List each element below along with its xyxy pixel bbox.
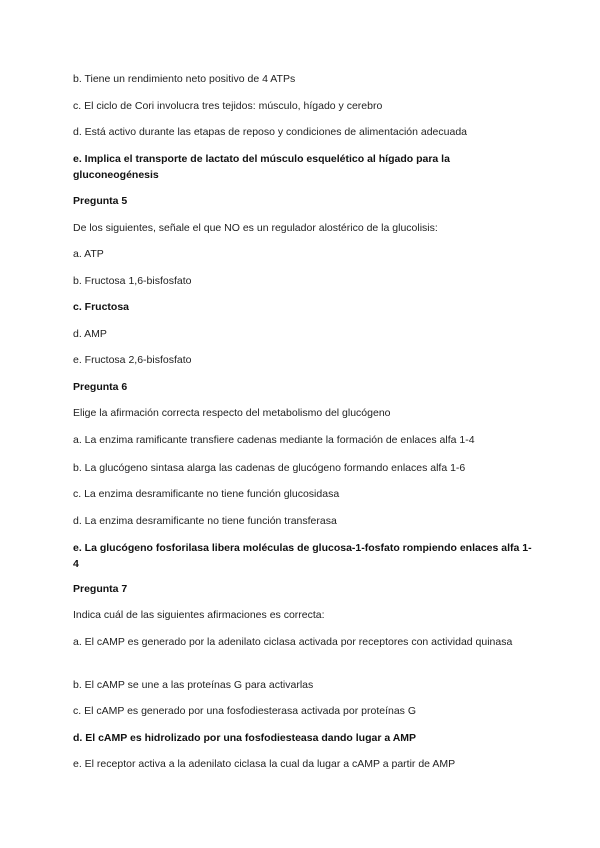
question-7-heading: Pregunta 7: [73, 583, 128, 595]
option-b-q4: b. Tiene un rendimiento neto positivo de 4 ATPs: [73, 73, 296, 85]
option-e-q7: e. El receptor activa a la adenilato ciclasa la cual da lugar a cAMP a partir de AMP: [73, 758, 456, 770]
option-c-q6: c. La enzima desramificante no tiene función glucosidasa: [73, 488, 340, 500]
option-e-q6-answer: e. La glucógeno fosforilasa libera moléculas de glucosa-1-fosfato rompiendo enlaces alfa 1-4: [73, 542, 532, 570]
question-5-heading: Pregunta 5: [73, 195, 128, 207]
option-c-q5-answer: c. Fructosa: [73, 301, 130, 313]
option-e-q4-answer: e. Implica el transporte de lactato del músculo esquelético al hígado para la gluconeogénesis: [73, 153, 450, 181]
option-b-q7: b. El cAMP se une a las proteínas G para activarlas: [73, 679, 314, 691]
question-6-heading: Pregunta 6: [73, 381, 128, 393]
option-d-q4: d. Está activo durante las etapas de reposo y condiciones de alimentación adecuada: [73, 126, 468, 138]
question-6-prompt: Elige la afirmación correcta respecto del metabolismo del glucógeno: [73, 407, 391, 419]
option-c-q7: c. El cAMP es generado por una fosfodiesterasa activada por proteínas G: [73, 705, 417, 717]
option-d-q5: d. AMP: [73, 328, 107, 340]
option-c-q4: c. El ciclo de Cori involucra tres tejidos: músculo, hígado y cerebro: [73, 100, 383, 112]
question-7-prompt: Indica cuál de las siguientes afirmaciones es correcta:: [73, 609, 325, 621]
option-e-q5: e. Fructosa 2,6-bisfosfato: [73, 354, 192, 366]
option-b-q5: b. Fructosa 1,6-bisfosfato: [73, 275, 192, 287]
option-a-q6: a. La enzima ramificante transfiere cadenas mediante la formación de enlaces alfa 1-4: [73, 434, 475, 446]
option-a-q5: a. ATP: [73, 248, 104, 260]
option-b-q6: b. La glucógeno sintasa alarga las cadenas de glucógeno formando enlaces alfa 1-6: [73, 462, 466, 474]
option-d-q6: d. La enzima desramificante no tiene función transferasa: [73, 515, 337, 527]
option-a-q7: a. El cAMP es generado por la adenilato ciclasa activada por receptores con actividad quinasa: [73, 636, 513, 648]
option-d-q7-answer: d. El cAMP es hidrolizado por una fosfodiesteasa dando lugar a AMP: [73, 732, 417, 744]
question-5-prompt: De los siguientes, señale el que NO es un regulador alostérico de la glucolisis:: [73, 222, 438, 234]
